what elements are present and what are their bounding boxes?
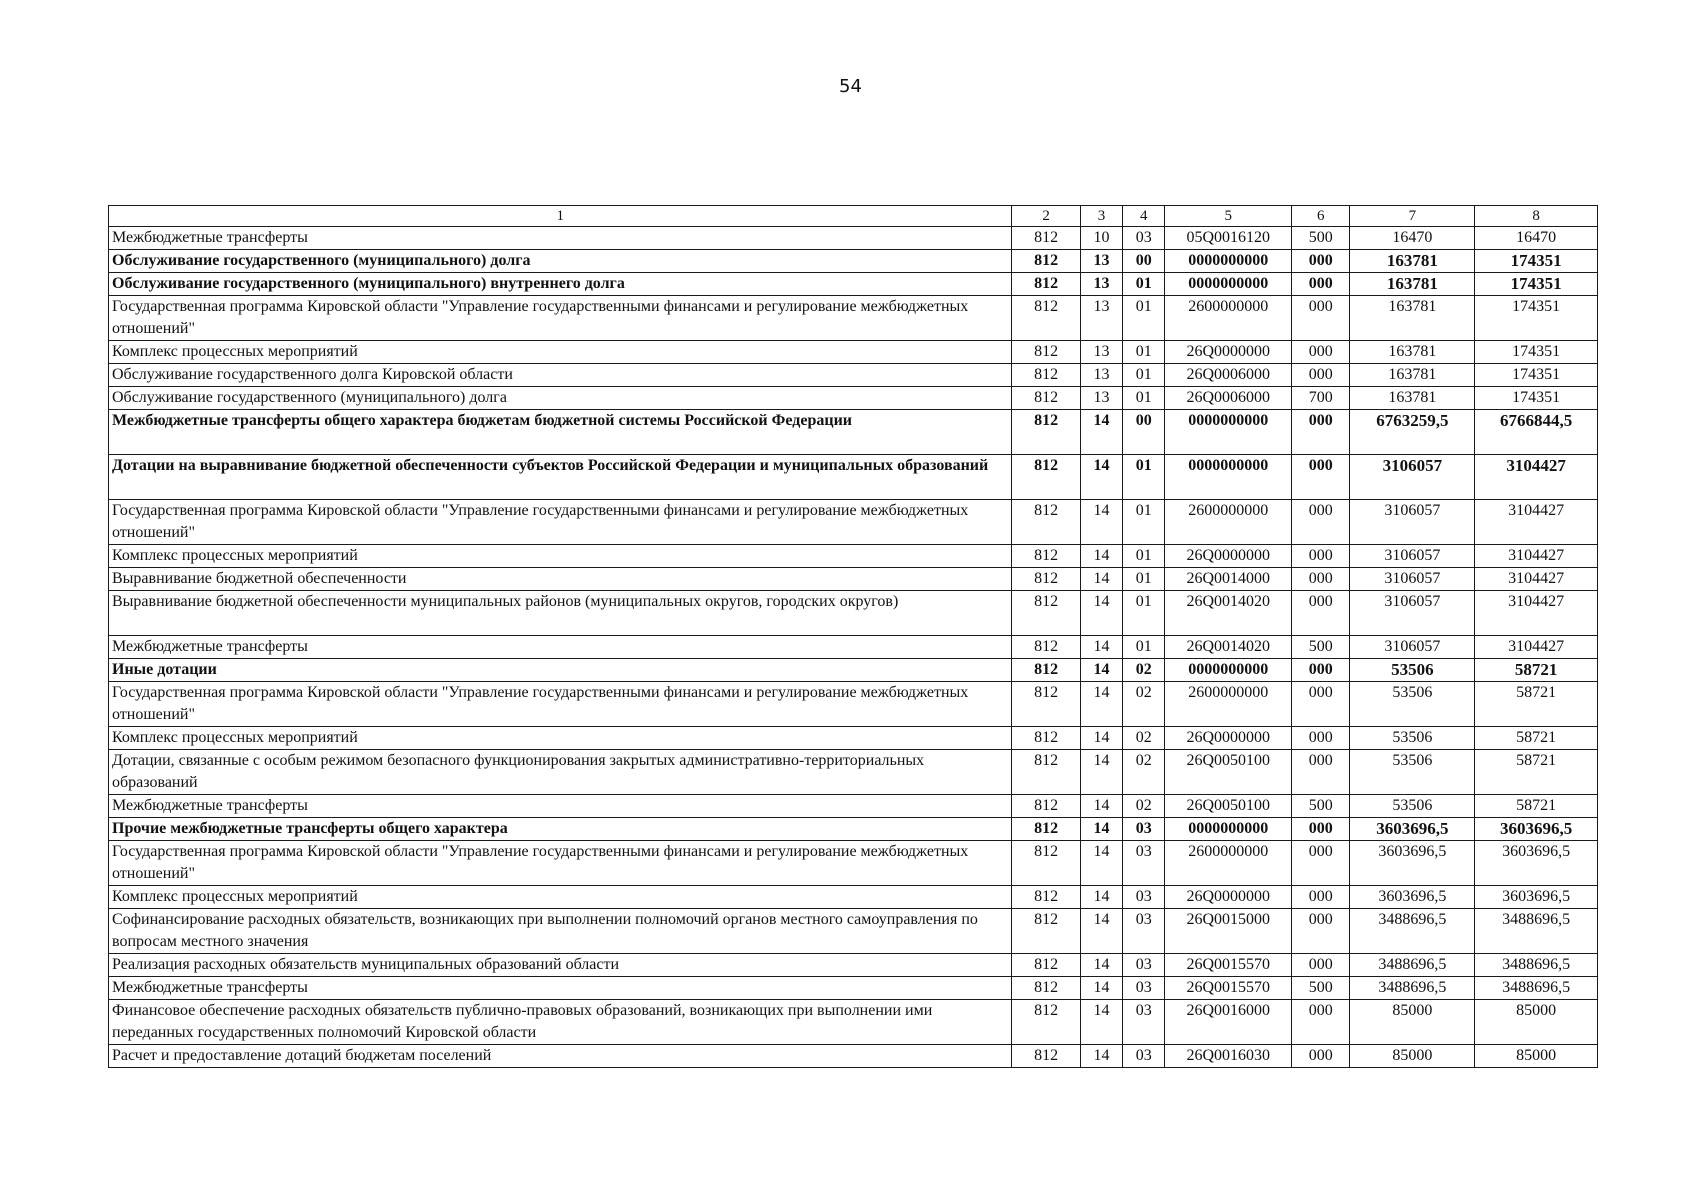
- row-amount-year1-cell: 3603696,5: [1350, 886, 1475, 909]
- row-target-article-cell: 05Q0016120: [1165, 227, 1292, 250]
- row-subsection-cell: 01: [1123, 273, 1165, 296]
- row-expense-type-cell: 000: [1292, 591, 1350, 636]
- row-name-cell: Обслуживание государственного долга Кировской области: [109, 364, 1012, 387]
- row-section-cell: 14: [1080, 1045, 1122, 1068]
- row-amount-year2-cell: 3104427: [1475, 545, 1598, 568]
- row-name-cell: Межбюджетные трансферты: [109, 636, 1012, 659]
- row-name-cell: Обслуживание государственного (муниципального) долга: [109, 387, 1012, 410]
- row-name-cell: Государственная программа Кировской области "Управление государственными финансами и регулирование межбюджетных отношений": [109, 682, 1012, 727]
- row-grbs-cell: 812: [1012, 795, 1080, 818]
- table-row: [109, 727, 1598, 750]
- row-grbs-cell: 812: [1012, 818, 1080, 841]
- row-expense-type-cell: 000: [1292, 273, 1350, 296]
- row-expense-type-cell: 000: [1292, 750, 1350, 795]
- table-row: [109, 886, 1598, 909]
- row-subsection-cell: 03: [1123, 1045, 1165, 1068]
- row-amount-year1-cell: 53506: [1350, 727, 1475, 750]
- table-row: [109, 795, 1598, 818]
- row-amount-year1-cell: 3488696,5: [1350, 954, 1475, 977]
- row-name-cell: Государственная программа Кировской области "Управление государственными финансами и регулирование межбюджетных отношений": [109, 500, 1012, 545]
- row-section-cell: 14: [1080, 1000, 1122, 1045]
- row-expense-type-cell: 000: [1292, 659, 1350, 682]
- row-grbs-cell: 812: [1012, 500, 1080, 545]
- row-expense-type-cell: 000: [1292, 841, 1350, 886]
- row-amount-year1-cell: 3603696,5: [1350, 841, 1475, 886]
- row-expense-type-cell: 000: [1292, 1045, 1350, 1068]
- row-name-cell: Расчет и предоставление дотаций бюджетам поселений: [109, 1045, 1012, 1068]
- row-expense-type-cell: 000: [1292, 296, 1350, 341]
- row-expense-type-cell: 000: [1292, 954, 1350, 977]
- row-subsection-cell: 02: [1123, 750, 1165, 795]
- row-grbs-cell: 812: [1012, 1000, 1080, 1045]
- row-grbs-cell: 812: [1012, 250, 1080, 273]
- row-subsection-cell: 01: [1123, 387, 1165, 410]
- row-grbs-cell: 812: [1012, 455, 1080, 500]
- row-subsection-cell: 03: [1123, 886, 1165, 909]
- row-subsection-cell: 02: [1123, 727, 1165, 750]
- row-target-article-cell: 26Q0016000: [1165, 1000, 1292, 1045]
- row-subsection-cell: 03: [1123, 841, 1165, 886]
- row-amount-year2-cell: 3488696,5: [1475, 954, 1598, 977]
- row-amount-year2-cell: 3104427: [1475, 636, 1598, 659]
- row-expense-type-cell: 000: [1292, 500, 1350, 545]
- row-amount-year1-cell: 53506: [1350, 795, 1475, 818]
- row-name-cell: Комплекс процессных мероприятий: [109, 545, 1012, 568]
- row-target-article-cell: 0000000000: [1165, 273, 1292, 296]
- row-amount-year2-cell: 85000: [1475, 1045, 1598, 1068]
- row-amount-year1-cell: 163781: [1350, 296, 1475, 341]
- row-name-cell: Обслуживание государственного (муниципального) внутреннего долга: [109, 273, 1012, 296]
- row-amount-year1-cell: 53506: [1350, 682, 1475, 727]
- row-target-article-cell: 26Q0014020: [1165, 591, 1292, 636]
- row-section-cell: 14: [1080, 455, 1122, 500]
- row-grbs-cell: 812: [1012, 227, 1080, 250]
- row-amount-year1-cell: 3603696,5: [1350, 818, 1475, 841]
- row-section-cell: 14: [1080, 727, 1122, 750]
- table-row: [109, 977, 1598, 1000]
- budget-table: [108, 205, 1598, 1068]
- row-target-article-cell: 0000000000: [1165, 250, 1292, 273]
- row-grbs-cell: 812: [1012, 410, 1080, 455]
- row-name-cell: Прочие межбюджетные трансферты общего характера: [109, 818, 1012, 841]
- row-subsection-cell: 01: [1123, 568, 1165, 591]
- row-name-cell: Межбюджетные трансферты: [109, 977, 1012, 1000]
- row-target-article-cell: 0000000000: [1165, 818, 1292, 841]
- row-name-cell: Межбюджетные трансферты: [109, 795, 1012, 818]
- row-name-cell: Государственная программа Кировской области "Управление государственными финансами и регулирование межбюджетных отношений": [109, 296, 1012, 341]
- table-row: [109, 750, 1598, 795]
- row-amount-year1-cell: 3106057: [1350, 568, 1475, 591]
- row-target-article-cell: 26Q0015570: [1165, 954, 1292, 977]
- row-amount-year1-cell: 163781: [1350, 273, 1475, 296]
- table-row: [109, 636, 1598, 659]
- row-name-cell: Обслуживание государственного (муниципального) долга: [109, 250, 1012, 273]
- row-target-article-cell: 2600000000: [1165, 841, 1292, 886]
- row-section-cell: 14: [1080, 591, 1122, 636]
- row-section-cell: 14: [1080, 568, 1122, 591]
- row-section-cell: 14: [1080, 636, 1122, 659]
- row-amount-year2-cell: 6766844,5: [1475, 410, 1598, 455]
- header-cell: 7: [1350, 206, 1475, 227]
- row-subsection-cell: 03: [1123, 818, 1165, 841]
- row-grbs-cell: 812: [1012, 341, 1080, 364]
- header-cell: 5: [1165, 206, 1292, 227]
- row-target-article-cell: 26Q0006000: [1165, 387, 1292, 410]
- row-target-article-cell: 26Q0014000: [1165, 568, 1292, 591]
- row-subsection-cell: 01: [1123, 545, 1165, 568]
- row-expense-type-cell: 000: [1292, 568, 1350, 591]
- row-target-article-cell: 26Q0050100: [1165, 750, 1292, 795]
- row-target-article-cell: 26Q0015570: [1165, 977, 1292, 1000]
- row-target-article-cell: 26Q0000000: [1165, 886, 1292, 909]
- row-amount-year2-cell: 85000: [1475, 1000, 1598, 1045]
- row-amount-year2-cell: 174351: [1475, 296, 1598, 341]
- table-row: [109, 591, 1598, 636]
- table-row: [109, 954, 1598, 977]
- row-amount-year1-cell: 3106057: [1350, 500, 1475, 545]
- row-amount-year2-cell: 3104427: [1475, 500, 1598, 545]
- row-section-cell: 13: [1080, 364, 1122, 387]
- table-row: [109, 500, 1598, 545]
- row-target-article-cell: 26Q0015000: [1165, 909, 1292, 954]
- row-name-cell: Софинансирование расходных обязательств, возникающих при выполнении полномочий органов местного самоуправления по вопросам местного значения: [109, 909, 1012, 954]
- table-row: [109, 841, 1598, 886]
- row-expense-type-cell: 500: [1292, 227, 1350, 250]
- table-row: [109, 909, 1598, 954]
- row-grbs-cell: 812: [1012, 954, 1080, 977]
- row-grbs-cell: 812: [1012, 886, 1080, 909]
- row-target-article-cell: 0000000000: [1165, 659, 1292, 682]
- row-amount-year1-cell: 163781: [1350, 387, 1475, 410]
- row-name-cell: Комплекс процессных мероприятий: [109, 727, 1012, 750]
- header-cell: 3: [1080, 206, 1122, 227]
- table-row: [109, 410, 1598, 455]
- row-subsection-cell: 00: [1123, 250, 1165, 273]
- row-section-cell: 13: [1080, 387, 1122, 410]
- row-target-article-cell: 26Q0000000: [1165, 545, 1292, 568]
- row-section-cell: 13: [1080, 273, 1122, 296]
- row-name-cell: Выравнивание бюджетной обеспеченности муниципальных районов (муниципальных округов, городских округов): [109, 591, 1012, 636]
- row-expense-type-cell: 500: [1292, 977, 1350, 1000]
- page-number: 54: [839, 76, 862, 97]
- row-section-cell: 14: [1080, 954, 1122, 977]
- header-cell: 1: [109, 206, 1012, 227]
- row-subsection-cell: 02: [1123, 659, 1165, 682]
- row-name-cell: Комплекс процессных мероприятий: [109, 341, 1012, 364]
- budget-table-container: [108, 205, 1598, 1068]
- row-target-article-cell: 26Q0016030: [1165, 1045, 1292, 1068]
- row-subsection-cell: 01: [1123, 364, 1165, 387]
- row-amount-year1-cell: 3106057: [1350, 591, 1475, 636]
- row-target-article-cell: 26Q0050100: [1165, 795, 1292, 818]
- row-expense-type-cell: 000: [1292, 341, 1350, 364]
- row-amount-year1-cell: 3106057: [1350, 455, 1475, 500]
- row-name-cell: Дотации на выравнивание бюджетной обеспеченности субъектов Российской Федерации и муниципальных образований: [109, 455, 1012, 500]
- row-target-article-cell: 0000000000: [1165, 455, 1292, 500]
- row-amount-year2-cell: 3488696,5: [1475, 977, 1598, 1000]
- row-grbs-cell: 812: [1012, 568, 1080, 591]
- table-row: [109, 455, 1598, 500]
- row-expense-type-cell: 500: [1292, 795, 1350, 818]
- row-subsection-cell: 03: [1123, 977, 1165, 1000]
- row-amount-year2-cell: 3104427: [1475, 591, 1598, 636]
- row-expense-type-cell: 700: [1292, 387, 1350, 410]
- row-name-cell: Дотации, связанные с особым режимом безопасного функционирования закрытых административно-территориальных образований: [109, 750, 1012, 795]
- row-name-cell: Межбюджетные трансферты: [109, 227, 1012, 250]
- row-subsection-cell: 02: [1123, 795, 1165, 818]
- table-row: [109, 659, 1598, 682]
- row-subsection-cell: 03: [1123, 1000, 1165, 1045]
- table-row: [109, 227, 1598, 250]
- table-header-row: [109, 206, 1598, 227]
- row-grbs-cell: 812: [1012, 1045, 1080, 1068]
- row-grbs-cell: 812: [1012, 591, 1080, 636]
- table-row: [109, 1000, 1598, 1045]
- row-amount-year1-cell: 3488696,5: [1350, 909, 1475, 954]
- table-row: [109, 296, 1598, 341]
- row-target-article-cell: 26Q0006000: [1165, 364, 1292, 387]
- row-target-article-cell: 26Q0000000: [1165, 727, 1292, 750]
- row-amount-year2-cell: 58721: [1475, 659, 1598, 682]
- row-amount-year2-cell: 3603696,5: [1475, 818, 1598, 841]
- row-section-cell: 14: [1080, 886, 1122, 909]
- table-row: [109, 341, 1598, 364]
- row-amount-year2-cell: 16470: [1475, 227, 1598, 250]
- row-section-cell: 14: [1080, 795, 1122, 818]
- row-name-cell: Реализация расходных обязательств муниципальных образований области: [109, 954, 1012, 977]
- row-amount-year1-cell: 163781: [1350, 341, 1475, 364]
- row-target-article-cell: 0000000000: [1165, 410, 1292, 455]
- row-grbs-cell: 812: [1012, 296, 1080, 341]
- row-amount-year1-cell: 85000: [1350, 1000, 1475, 1045]
- row-name-cell: Комплекс процессных мероприятий: [109, 886, 1012, 909]
- row-amount-year1-cell: 53506: [1350, 750, 1475, 795]
- row-section-cell: 14: [1080, 818, 1122, 841]
- table-row: [109, 818, 1598, 841]
- row-amount-year1-cell: 6763259,5: [1350, 410, 1475, 455]
- header-cell: 6: [1292, 206, 1350, 227]
- header-cell: 4: [1123, 206, 1165, 227]
- row-target-article-cell: 2600000000: [1165, 500, 1292, 545]
- row-section-cell: 14: [1080, 545, 1122, 568]
- row-amount-year1-cell: 85000: [1350, 1045, 1475, 1068]
- row-expense-type-cell: 000: [1292, 886, 1350, 909]
- table-row: [109, 250, 1598, 273]
- row-grbs-cell: 812: [1012, 387, 1080, 410]
- row-subsection-cell: 00: [1123, 410, 1165, 455]
- row-section-cell: 14: [1080, 909, 1122, 954]
- row-amount-year2-cell: 3603696,5: [1475, 841, 1598, 886]
- row-grbs-cell: 812: [1012, 545, 1080, 568]
- row-grbs-cell: 812: [1012, 659, 1080, 682]
- row-subsection-cell: 01: [1123, 591, 1165, 636]
- row-name-cell: Государственная программа Кировской области "Управление государственными финансами и регулирование межбюджетных отношений": [109, 841, 1012, 886]
- row-name-cell: Финансовое обеспечение расходных обязательств публично-правовых образований, возникающих при выполнении ими переданных государственных полномочий Кировской области: [109, 1000, 1012, 1045]
- row-section-cell: 14: [1080, 682, 1122, 727]
- row-section-cell: 14: [1080, 500, 1122, 545]
- row-amount-year2-cell: 174351: [1475, 364, 1598, 387]
- row-amount-year1-cell: 16470: [1350, 227, 1475, 250]
- row-amount-year2-cell: 174351: [1475, 273, 1598, 296]
- table-row: [109, 1045, 1598, 1068]
- row-expense-type-cell: 000: [1292, 410, 1350, 455]
- row-grbs-cell: 812: [1012, 727, 1080, 750]
- row-section-cell: 14: [1080, 841, 1122, 886]
- row-section-cell: 14: [1080, 410, 1122, 455]
- row-grbs-cell: 812: [1012, 364, 1080, 387]
- row-target-article-cell: 26Q0000000: [1165, 341, 1292, 364]
- row-expense-type-cell: 000: [1292, 545, 1350, 568]
- table-body: [109, 206, 1598, 1068]
- row-expense-type-cell: 500: [1292, 636, 1350, 659]
- row-amount-year2-cell: 174351: [1475, 341, 1598, 364]
- row-grbs-cell: 812: [1012, 909, 1080, 954]
- row-grbs-cell: 812: [1012, 682, 1080, 727]
- table-row: [109, 682, 1598, 727]
- table-row: [109, 568, 1598, 591]
- row-amount-year1-cell: 3106057: [1350, 636, 1475, 659]
- row-name-cell: Иные дотации: [109, 659, 1012, 682]
- row-amount-year2-cell: 58721: [1475, 750, 1598, 795]
- row-amount-year2-cell: 3488696,5: [1475, 909, 1598, 954]
- row-subsection-cell: 01: [1123, 296, 1165, 341]
- row-subsection-cell: 01: [1123, 636, 1165, 659]
- row-expense-type-cell: 000: [1292, 455, 1350, 500]
- row-section-cell: 14: [1080, 750, 1122, 795]
- row-expense-type-cell: 000: [1292, 1000, 1350, 1045]
- row-section-cell: 13: [1080, 250, 1122, 273]
- header-cell: 8: [1475, 206, 1598, 227]
- row-amount-year2-cell: 174351: [1475, 250, 1598, 273]
- row-target-article-cell: 2600000000: [1165, 682, 1292, 727]
- row-amount-year1-cell: 163781: [1350, 250, 1475, 273]
- row-amount-year1-cell: 163781: [1350, 364, 1475, 387]
- header-cell: 2: [1012, 206, 1080, 227]
- row-amount-year2-cell: 58721: [1475, 727, 1598, 750]
- row-name-cell: Выравнивание бюджетной обеспеченности: [109, 568, 1012, 591]
- row-section-cell: 13: [1080, 341, 1122, 364]
- row-amount-year1-cell: 3106057: [1350, 545, 1475, 568]
- row-subsection-cell: 03: [1123, 227, 1165, 250]
- row-subsection-cell: 03: [1123, 954, 1165, 977]
- table-row: [109, 273, 1598, 296]
- table-row: [109, 545, 1598, 568]
- row-section-cell: 14: [1080, 977, 1122, 1000]
- row-expense-type-cell: 000: [1292, 682, 1350, 727]
- row-section-cell: 14: [1080, 659, 1122, 682]
- row-amount-year2-cell: 3603696,5: [1475, 886, 1598, 909]
- row-expense-type-cell: 000: [1292, 364, 1350, 387]
- row-grbs-cell: 812: [1012, 977, 1080, 1000]
- row-amount-year2-cell: 3104427: [1475, 455, 1598, 500]
- row-section-cell: 13: [1080, 296, 1122, 341]
- row-amount-year2-cell: 58721: [1475, 795, 1598, 818]
- row-amount-year1-cell: 3488696,5: [1350, 977, 1475, 1000]
- row-subsection-cell: 01: [1123, 500, 1165, 545]
- row-expense-type-cell: 000: [1292, 818, 1350, 841]
- row-section-cell: 10: [1080, 227, 1122, 250]
- table-row: [109, 364, 1598, 387]
- row-amount-year2-cell: 3104427: [1475, 568, 1598, 591]
- row-target-article-cell: 2600000000: [1165, 296, 1292, 341]
- row-subsection-cell: 01: [1123, 455, 1165, 500]
- row-subsection-cell: 02: [1123, 682, 1165, 727]
- row-name-cell: Межбюджетные трансферты общего характера бюджетам бюджетной системы Российской Федерации: [109, 410, 1012, 455]
- row-subsection-cell: 03: [1123, 909, 1165, 954]
- row-grbs-cell: 812: [1012, 841, 1080, 886]
- row-expense-type-cell: 000: [1292, 909, 1350, 954]
- row-expense-type-cell: 000: [1292, 250, 1350, 273]
- row-subsection-cell: 01: [1123, 341, 1165, 364]
- row-expense-type-cell: 000: [1292, 727, 1350, 750]
- row-amount-year1-cell: 53506: [1350, 659, 1475, 682]
- row-grbs-cell: 812: [1012, 636, 1080, 659]
- row-amount-year2-cell: 58721: [1475, 682, 1598, 727]
- row-target-article-cell: 26Q0014020: [1165, 636, 1292, 659]
- row-grbs-cell: 812: [1012, 273, 1080, 296]
- row-amount-year2-cell: 174351: [1475, 387, 1598, 410]
- table-row: [109, 387, 1598, 410]
- row-grbs-cell: 812: [1012, 750, 1080, 795]
